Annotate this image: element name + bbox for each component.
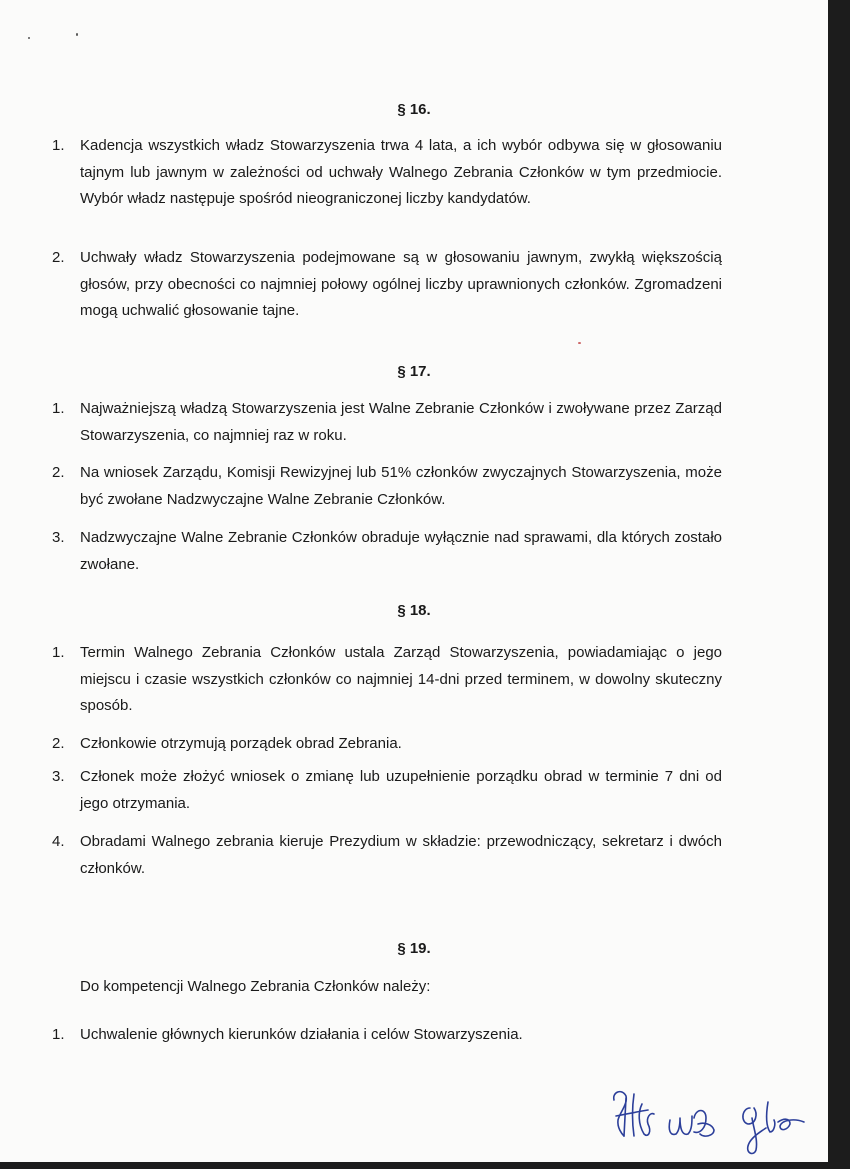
- item-number: 3.: [52, 768, 65, 785]
- scan-speck: [76, 33, 78, 36]
- item-number: 1.: [52, 1026, 65, 1043]
- section-heading-17: § 17.: [397, 363, 431, 380]
- section-intro: Do kompetencji Walnego Zebrania Członków należy:: [80, 978, 431, 995]
- item-text: Uchwały władz Stowarzyszenia podejmowane są w głosowaniu jawnym, zwykłą większością głosów, przy obecności co najmniej połowy ogólnej liczby uprawnionych członków. Zgromadzeni mogą uchwalić głosowanie tajne.: [80, 249, 722, 319]
- item-number: 1.: [52, 400, 65, 417]
- item-text: Najważniejszą władzą Stowarzyszenia jest Walne Zebranie Członków i zwoływane przez Zarząd Stowarzyszenia, co najmniej raz w roku.: [80, 400, 722, 444]
- item-number: 4.: [52, 833, 65, 850]
- section-heading-18: § 18.: [397, 602, 431, 619]
- item-text: Członek może złożyć wniosek o zmianę lub uzupełnienie porządku obrad w terminie 7 dni od jego otrzymania.: [80, 768, 722, 812]
- section-heading-19: § 19.: [397, 940, 431, 957]
- list-item: [52, 525, 722, 578]
- item-number: 2.: [52, 735, 65, 752]
- item-text: Kadencja wszystkich władz Stowarzyszenia trwa 4 lata, a ich wybór odbywa się w głosowaniu tajnym lub jawnym w zależności od uchwały Walnego Zebrania Członków w tym przedmiocie. Wybór władz następuje spośród nieograniczonej liczby kandydatów.: [80, 137, 722, 207]
- list-item: [52, 1022, 722, 1049]
- item-text: Uchwalenie głównych kierunków działania i celów Stowarzyszenia.: [80, 1026, 523, 1043]
- list-item: [52, 245, 722, 325]
- list-item: [52, 460, 722, 513]
- item-text: Członkowie otrzymują porządek obrad Zebrania.: [80, 735, 402, 752]
- item-text: Nadzwyczajne Walne Zebranie Członków obraduje wyłącznie nad sprawami, dla których zostało zwołane.: [80, 529, 722, 573]
- list-item: [52, 396, 722, 449]
- item-number: 2.: [52, 464, 65, 481]
- item-number: 1.: [52, 137, 65, 154]
- list-item: [52, 764, 722, 817]
- list-item: [52, 133, 722, 213]
- list-item: [52, 731, 722, 758]
- item-number: 1.: [52, 644, 65, 661]
- item-text: Obradami Walnego zebrania kieruje Prezydium w składzie: przewodniczący, sekretarz i dwóch członków.: [80, 833, 722, 877]
- scan-edge-bottom: [0, 1162, 850, 1169]
- section-heading-16: § 16.: [397, 101, 431, 118]
- item-number: 2.: [52, 249, 65, 266]
- scan-speck: [578, 342, 581, 344]
- scan-speck: [28, 37, 30, 39]
- item-text: Na wniosek Zarządu, Komisji Rewizyjnej lub 51% członków zwyczajnych Stowarzyszenia, może być zwołane Nadzwyczajne Walne Zebranie Członków.: [80, 464, 722, 508]
- item-text: Termin Walnego Zebrania Członków ustala Zarząd Stowarzyszenia, powiadamiając o jego miejscu i czasie wszystkich członków co najmniej 14-dni przed terminem, w dowolny skuteczny sposób.: [80, 644, 722, 714]
- list-item: [52, 640, 722, 720]
- handwritten-signature-icon: [608, 1078, 840, 1158]
- item-number: 3.: [52, 529, 65, 546]
- scan-edge-right: [828, 0, 850, 1169]
- list-item: [52, 829, 722, 882]
